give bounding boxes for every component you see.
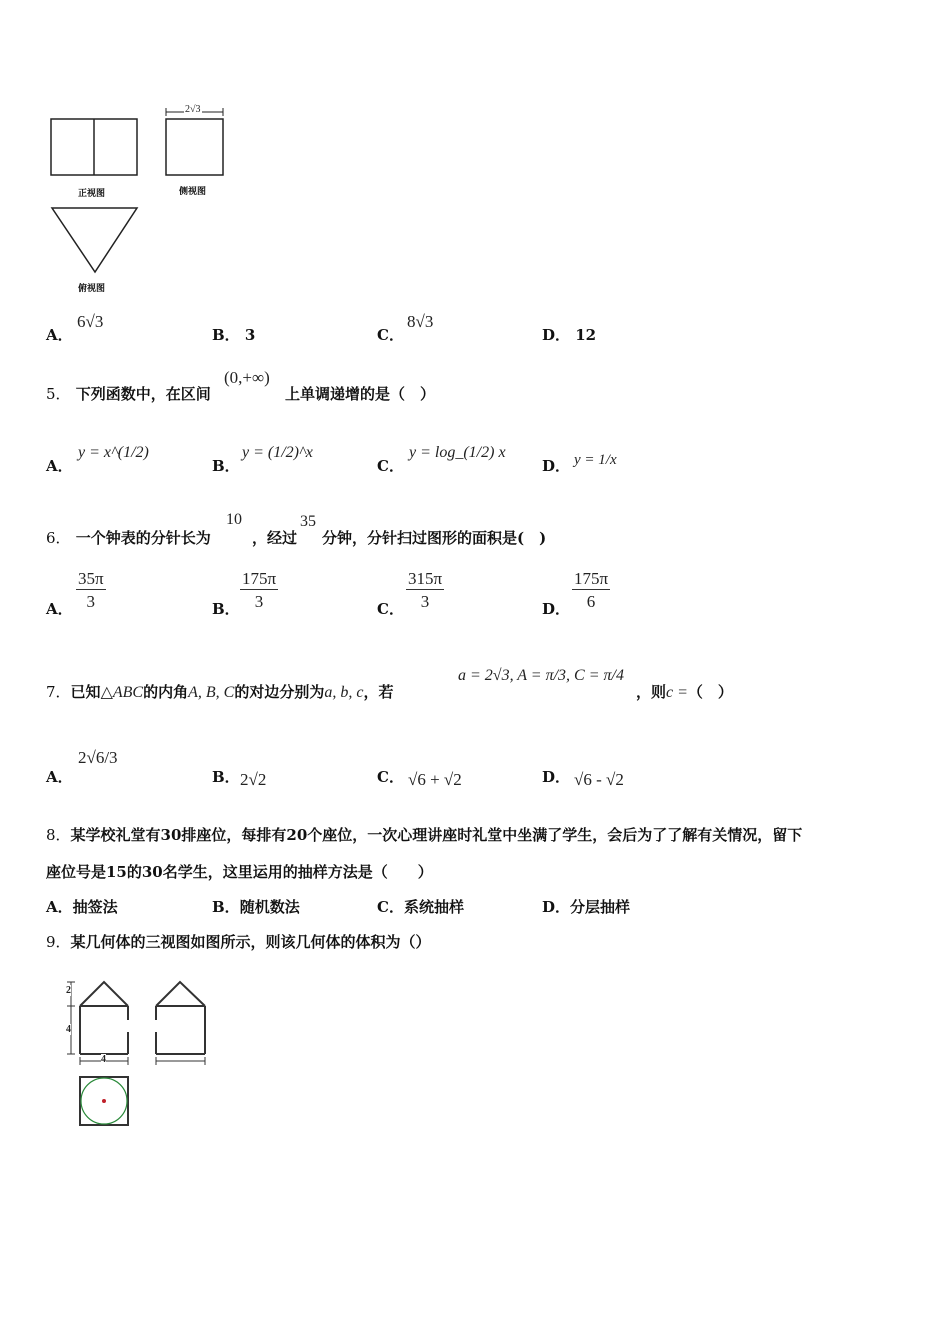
q4-option-d: D． 12	[542, 326, 597, 344]
q5-option-d: D．	[542, 457, 571, 475]
q7-option-a: A．	[46, 768, 73, 786]
q6-option-a-value: $\frac{35\pi}{3}$	[78, 569, 104, 611]
q7-option-c-value: √6 + √2	[408, 770, 462, 789]
q9-top-view	[80, 1077, 128, 1125]
q8-option-c: C．系统抽样	[377, 898, 464, 916]
q7-triangle: △ABC	[100, 684, 144, 701]
q7-angles: A, B, C	[188, 684, 235, 701]
side-view-label: 侧视图	[179, 187, 207, 197]
q7-stem-end: ，则c =（ ）	[636, 683, 733, 701]
q8-option-a: A．抽签法	[46, 898, 118, 916]
q6-option-b: B．	[212, 600, 240, 618]
q8-number: 8．	[46, 826, 71, 844]
q8-option-b-value: 随机数法	[239, 898, 300, 916]
q7-stem: 7．已知△ABC的内角A, B, C的对边分别为a, b, c，若	[46, 683, 394, 701]
q9-dim-mid: 4	[66, 1024, 71, 1035]
q5-option-c: C．	[377, 457, 404, 475]
q7-condition: a = 2√3, A = π/3, C = π/4	[458, 667, 624, 684]
q4-option-a	[46, 324, 73, 345]
q9-front-dimensions	[67, 982, 128, 1065]
q8-stem-line2: 座位号是15的30名学生，这里运用的抽样方法是（ ）	[46, 863, 433, 881]
q8-option-b: B．随机数法	[212, 898, 300, 916]
q9-number: 9．	[46, 933, 71, 951]
q6-stem-part2: ，经过	[252, 529, 298, 547]
q5-option-a: A．	[46, 457, 73, 475]
q7-option-d: D．	[542, 768, 571, 786]
q5-option-b: B．	[212, 457, 240, 475]
q5-option-c-value: y = log_(1/2) x	[409, 444, 506, 461]
q4-option-c-value: 8√3	[407, 312, 434, 331]
front-view	[51, 119, 137, 175]
q4-option-a-value: 6√3	[77, 312, 104, 331]
front-view-label: 正视图	[78, 189, 106, 199]
q7-ask: c =	[666, 684, 688, 701]
q9-stem: 9．某几何体的三视图如图所示，则该几何体的体积为（）	[46, 933, 431, 951]
q4-option-b-value: 3	[244, 326, 256, 344]
q6-option-c-value: $\frac{315\pi}{3}$	[408, 569, 443, 611]
q8-option-a-value: 抽签法	[72, 898, 118, 916]
q8-stem-line1: 8．某学校礼堂有30排座位，每排有20个座位，一次心理讲座时礼堂中坐满了学生，会后为了了解有关情况，留下	[46, 826, 803, 844]
q5-stem	[46, 383, 211, 404]
q6-length: 10	[226, 511, 242, 528]
side-view	[166, 108, 223, 175]
q7-number: 7．	[46, 683, 71, 701]
q6-option-d-value: $\frac{175\pi}{6}$	[574, 569, 609, 611]
q6-stem-part3: 分钟，分针扫过图形的面积是( )	[322, 529, 547, 547]
q4-option-b: B． 3	[212, 326, 256, 344]
q4-option-a-letter: A．	[46, 326, 73, 344]
q9-three-view-figure	[60, 970, 220, 1135]
q6-option-c: C．	[377, 600, 404, 618]
q6-option-b-value: $\frac{175\pi}{3}$	[242, 569, 277, 611]
q7-option-b: B．	[212, 768, 240, 786]
q5-interval: (0,+∞)	[224, 368, 270, 387]
side-dimension-label: 2√3	[185, 104, 201, 115]
q5-option-d-value: y = 1/x	[574, 452, 617, 468]
q6-option-a: A．	[46, 600, 73, 618]
q9-side-view	[156, 982, 205, 1054]
top-view	[52, 208, 137, 272]
q7-option-d-value: √6 - √2	[574, 770, 624, 789]
q5-option-b-value: y = (1/2)^x	[242, 444, 313, 461]
q6-minutes: 35	[300, 513, 316, 530]
q4-three-view-figure	[40, 100, 240, 300]
q7-option-a-value: 2√6/3	[78, 748, 118, 767]
q7-option-c: C．	[377, 768, 404, 786]
q9-dim-top: 2	[66, 985, 71, 996]
q5-text-after: 上单调递增的是（ ）	[285, 385, 436, 403]
q8-option-c-value: 系统抽样	[403, 898, 464, 916]
q4-option-c: C．	[377, 326, 404, 344]
q7-sides: a, b, c	[324, 684, 364, 701]
q4-figure-svg	[40, 100, 240, 300]
q7-option-b-value: 2√2	[240, 770, 267, 789]
q6-number: 6．	[46, 529, 71, 547]
q8-option-d-value: 分层抽样	[570, 898, 631, 916]
q5-text-before: 下列函数中，在区间	[75, 385, 211, 403]
q5-option-a-value: y = x^(1/2)	[78, 444, 149, 461]
q6-stem-part1: 6． 一个钟表的分针长为	[46, 529, 211, 547]
q6-option-d: D．	[542, 600, 571, 618]
q9-figure-svg	[60, 970, 220, 1135]
q9-front-view	[80, 982, 128, 1054]
q8-option-d: D．分层抽样	[542, 898, 631, 916]
q5-number: 5．	[46, 385, 71, 403]
q9-dim-width: 4	[101, 1054, 106, 1065]
q9-side-dimensions	[156, 1057, 205, 1065]
q4-option-d-value: 12	[575, 326, 597, 344]
top-view-label: 俯视图	[78, 284, 106, 294]
